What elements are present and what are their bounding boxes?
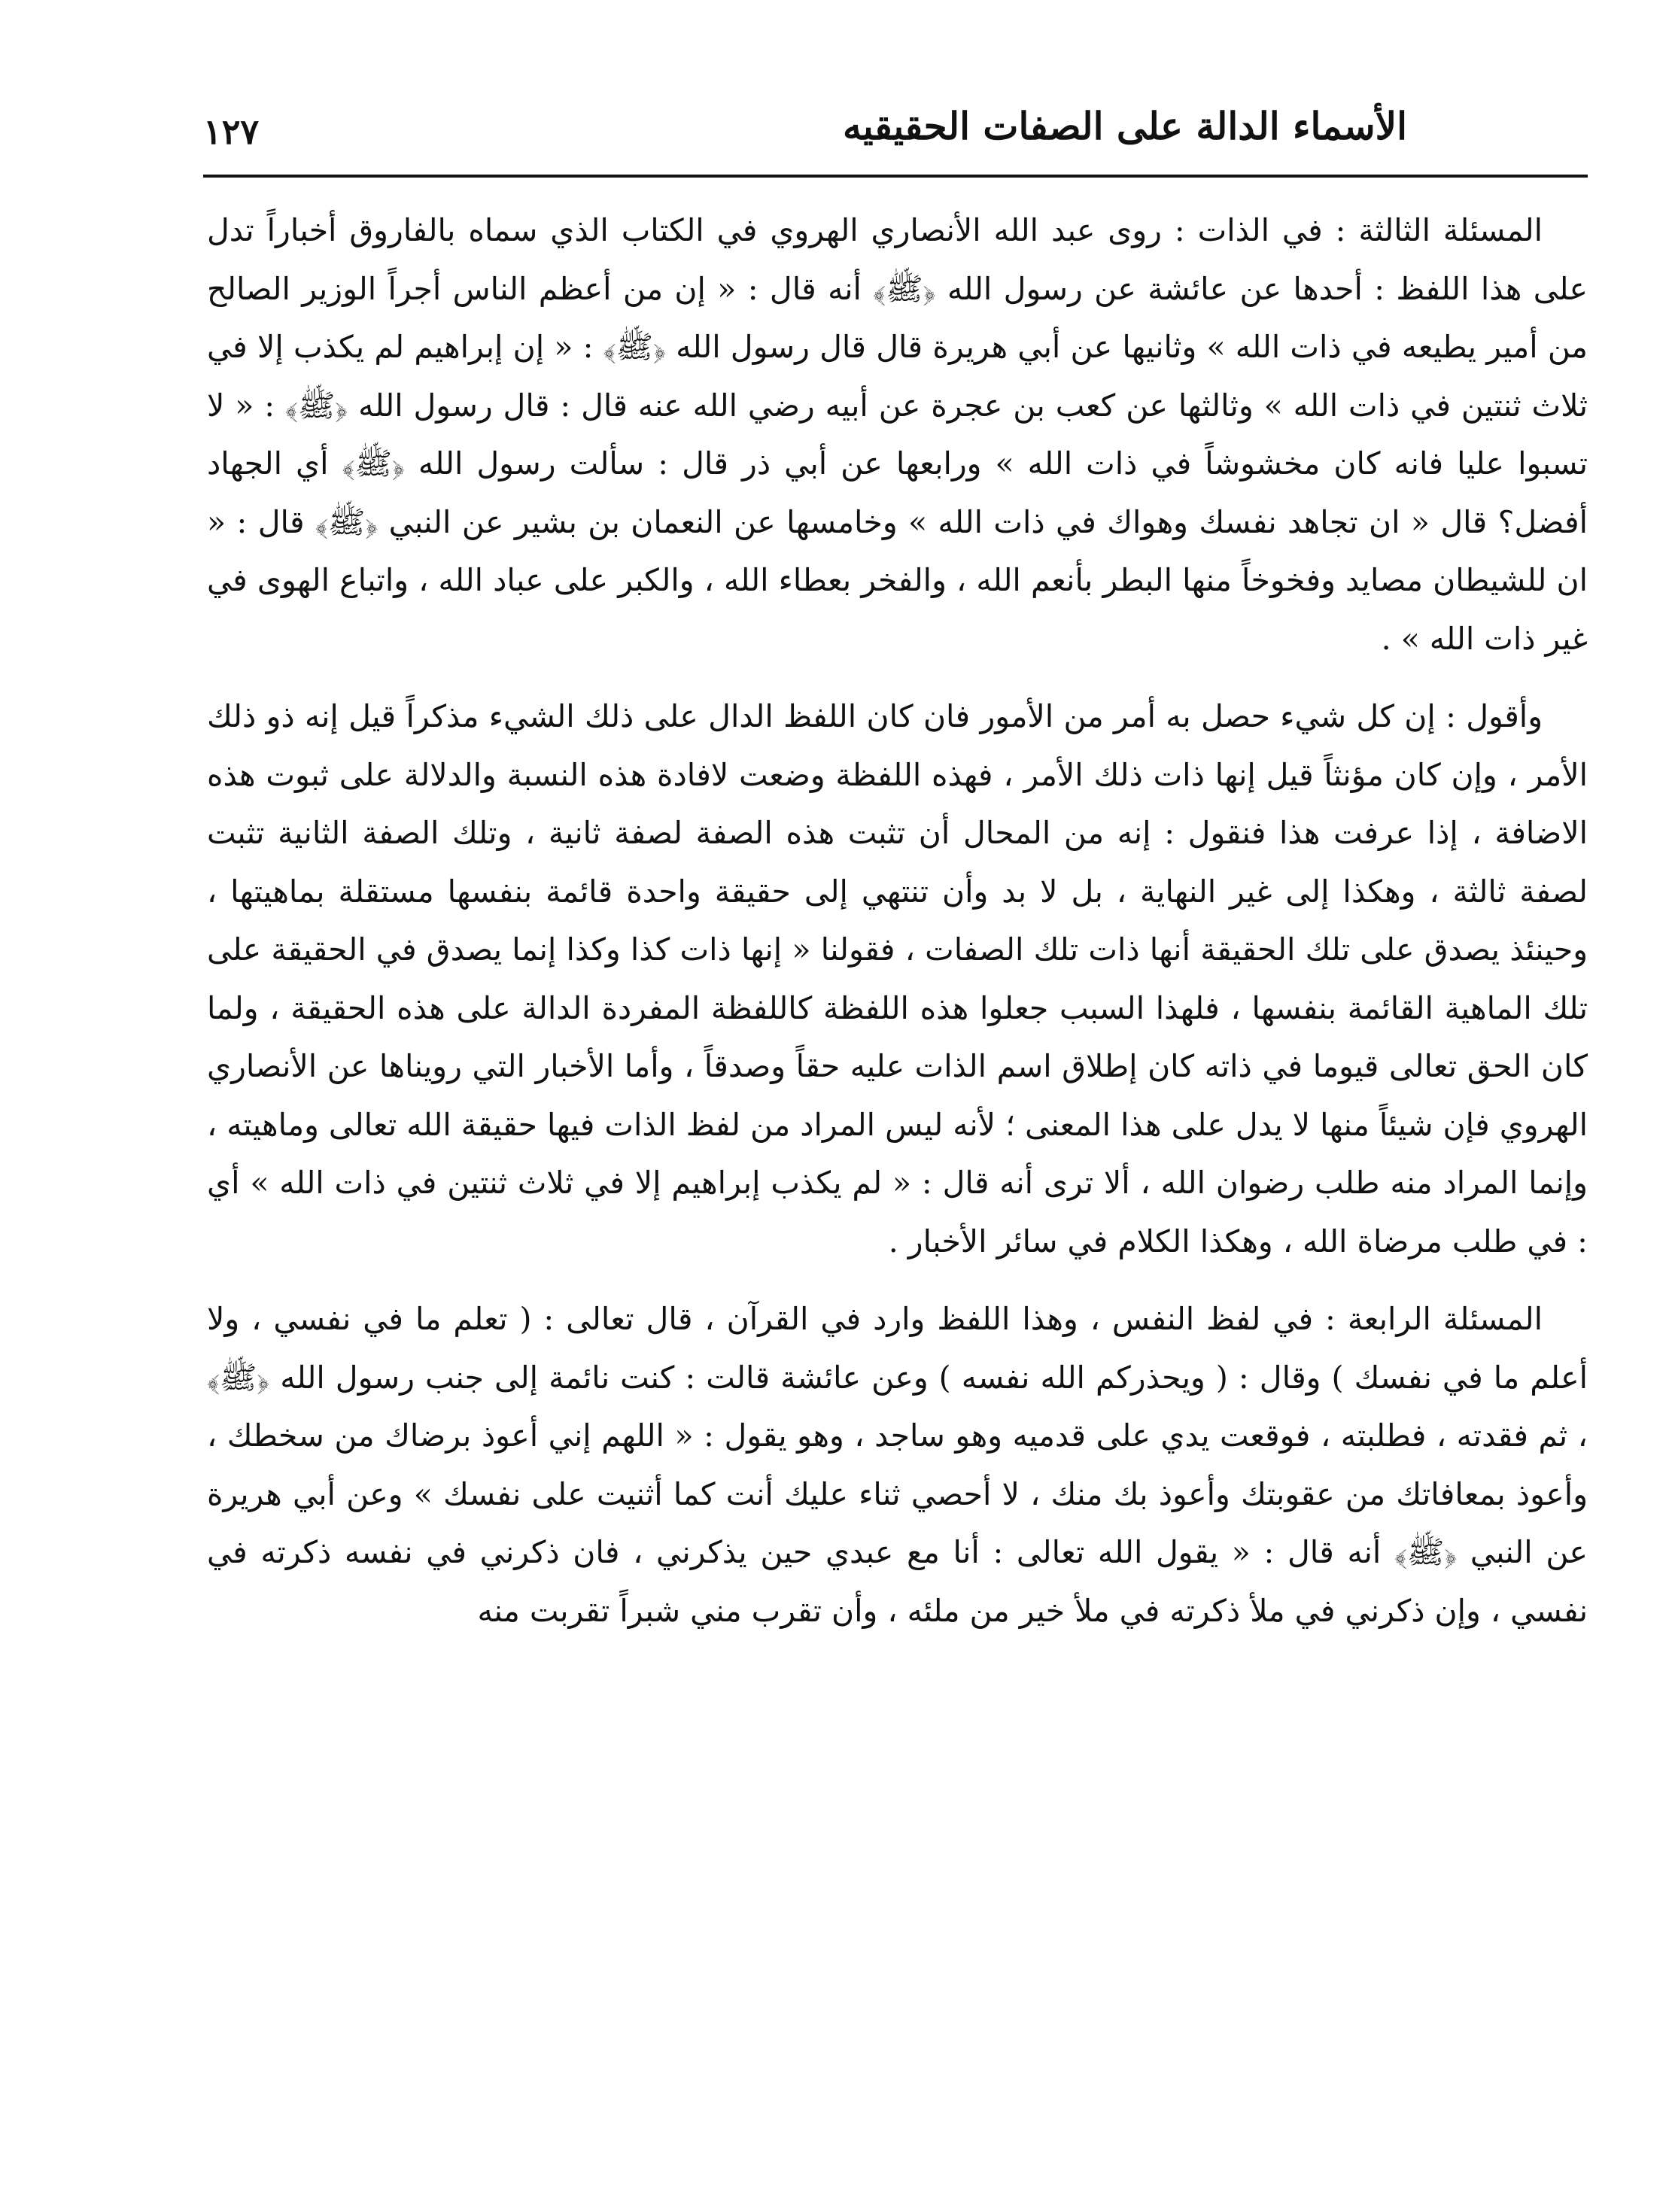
paragraph-text: المسئلة الثالثة : في الذات : روى عبد الله الأنصاري الهروي في الكتاب الذي سماه بالفاروق أخباراً تدل على هذا اللفظ : أحدها عن عائشة عن رسول الله ﴿ﷺ﴾ أنه قال : « إن من أعظم الناس أجراً الوزير الصالح من أمير يطيعه في ذات الله » وثانيها عن أبي هريرة قال قال رسول الله ﴿ﷺ﴾ : « إن إبراهيم لم يكذب إلا في ثلاث ثنتين في ذات الله » وثالثها عن كعب بن عجرة عن أبيه رضي الله عنه قال : قال رسول الله ﴿ﷺ﴾ : « لا تسبوا عليا فانه كان مخشوشاً في ذات الله » ورابعها عن أبي ذر قال : سألت رسول الله ﴿ﷺ﴾ أي الجهاد أفضل؟ قال « ان تجاهد نفسك وهواك في ذات الله » وخامسها عن النعمان بن بشير عن النبي ﴿ﷺ﴾ قال : « ان للشيطان مصايد وفخوخاً منها البطر بأنعم الله ، والفخر بعطاء الله ، والكبر على عباد الله ، واتباع الهوى في غير ذات الله » . bbox=[207, 212, 1588, 657]
paragraph-text: المسئلة الرابعة : في لفظ النفس ، وهذا اللفظ وارد في القرآن ، قال تعالى : ( تعلم ما في نفسي ، ولا أعلم ما في نفسك ) وقال : ( ويحذركم الله نفسه ) وعن عائشة قالت : كنت نائمة إلى جنب رسول الله ﴿ﷺ﴾ ، ثم فقدته ، فطلبته ، فوقعت يدي على قدميه وهو ساجد ، وهو يقول : « اللهم إني أعوذ برضاك من سخطك ، وأعوذ بمعافاتك من عقوبتك وأعوذ بك منك ، لا أحصي ثناء عليك أنت كما أثنيت على نفسك » وعن أبي هريرة عن النبي ﴿ﷺ﴾ أنه قال : « يقول الله تعالى : أنا مع عبدي حين يذكرني ، فان ذكرني في نفسه ذكرته في نفسي ، وإن ذكرني في ملأ ذكرته في ملأ خير من ملئه ، وأن تقرب مني شبراً تقربت منه bbox=[207, 1301, 1588, 1629]
body-text bbox=[207, 202, 1588, 1640]
running-header bbox=[203, 98, 1588, 173]
paragraph-fourth-question bbox=[207, 1290, 1588, 1640]
header-rule bbox=[203, 175, 1588, 178]
page-number: ١٢٧ bbox=[203, 111, 260, 152]
running-header-title: الأسماء الدالة على الصفات الحقيقيه bbox=[843, 104, 1407, 148]
paragraph-author-comment bbox=[207, 688, 1588, 1271]
paragraph-text: وأقول : إن كل شيء حصل به أمر من الأمور فان كان اللفظ الدال على ذلك الشيء مذكراً قيل إنه ذو ذلك الأمر ، وإن كان مؤنثاً قيل إنها ذات ذلك الأمر ، فهذه اللفظة وضعت لافادة هذه النسبة والدلالة على ثبوت هذه الاضافة ، إذا عرفت هذا فنقول : إنه من المحال أن تثبت هذه الصفة لصفة ثانية ، وتلك الصفة الثانية تثبت لصفة ثالثة ، وهكذا إلى غير النهاية ، بل لا بد وأن تنتهي إلى حقيقة واحدة قائمة بنفسها مستقلة بماهيتها ، وحينئذ يصدق على تلك الحقيقة أنها ذات تلك الصفات ، فقولنا « إنها ذات كذا وكذا إنما يصدق في الحقيقة على تلك الماهية القائمة بنفسها ، فلهذا السبب جعلوا هذه اللفظة كاللفظة المفردة الدالة على هذه الحقيقة ، ولما كان الحق تعالى قيوما في ذاته كان إطلاق اسم الذات عليه حقاً وصدقاً ، وأما الأخبار التي رويناها عن الأنصاري الهروي فإن شيئاً منها لا يدل على هذا المعنى ؛ لأنه ليس المراد من لفظ الذات فيها حقيقة الله تعالى وماهيته ، وإنما المراد منه طلب رضوان الله ، ألا ترى أنه قال : « لم يكذب إبراهيم إلا في ثلاث ثنتين في ذات الله » أي : في طلب مرضاة الله ، وهكذا الكلام في سائر الأخبار . bbox=[207, 698, 1588, 1259]
paragraph-third-question bbox=[207, 202, 1588, 668]
